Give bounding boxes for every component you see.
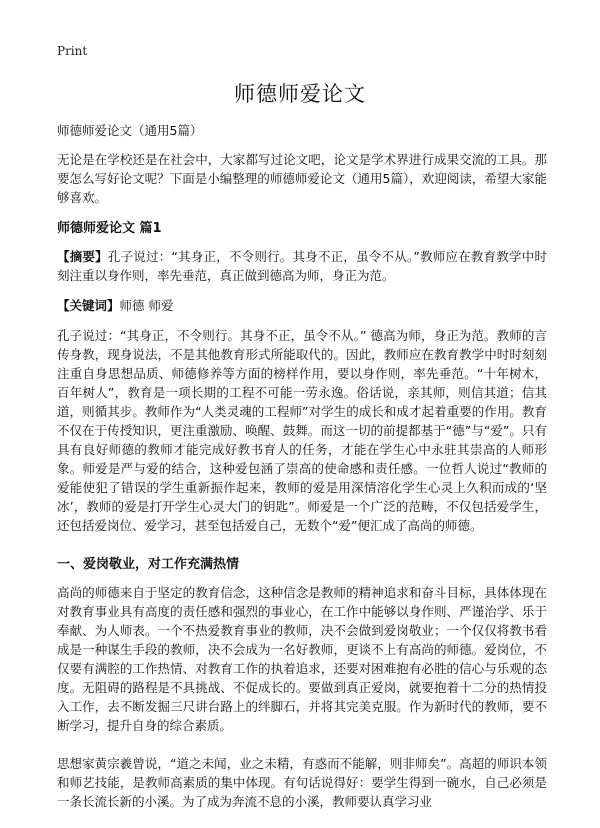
abstract-paragraph (57, 247, 547, 285)
body-paragraph-3: 思想家黄宗羲曾说，“道之未闻，业之未精，有惑而不能解，则非师矣”。高超的师识本领和师艺技能，是教师高素质的集中体现。有句话说得好：要学生得到一碗水，自己必须是一条长流长新的小溪。为了成为奔流不息的小溪，教师要认真学习业 (57, 756, 547, 809)
abstract-text: 孔子说过：“其身正，不令则行。其身不正，虽令不从。”教师应在教育教学中时刻注重以身作则，率先垂范，真正做到德高为师，身正为范。 (57, 249, 547, 283)
keywords-text: 师德 师爱 (119, 298, 174, 313)
keywords-paragraph (57, 296, 547, 315)
page-title: 师德师爱论文 (234, 82, 366, 106)
body-paragraph-1: 孔子说过：“其身正，不令则行。其身不正，虽令不从。” 德高为师，身正为范。教师的言传身教，现身说法，不是其他教育形式所能取代的。因此，教师应在教育教学中时时刻刻注重自身思想品质、师德修养等方面的榜样作用，要以身作则，率先垂范。“十年树木，百年树人”，教育是一项长期的工程不可能一劳永逸。俗话说，亲其师，则信其道；信其道，则循其步。教师作为“人类灵魂的工程师”对学生的成长和成才起着重要的作用。教育不仅在于传授知识，更注重激励、唤醒、鼓舞。而这一切的前提都基于“德”与“爱”。只有具有良好师德的教师才能完成好教书育人的任务，才能在学生心中永驻其崇高的人师形象。师爱是严与爱的结合，这种爱包涵了崇高的使命感和责任感。一位哲人说过“教师的爱能使犯了错误的学生重新振作起来，教师的爱是用深情溶化学生心灵上久积而成的‘坚冰’，教师的爱是打开学生心灵大门的钥匙”。师爱是一个广泛的范畴，不仅包括爱学生，还包括爱岗位、爱学习，甚至包括爱自己，无数个“爱”便汇成了高尚的师德。 (57, 328, 547, 533)
keywords-label: 【关键词】 (57, 298, 120, 313)
section-heading-1: 师德师爱论文 篇1 (57, 221, 162, 236)
subtitle: 师德师爱论文（通用5篇） (57, 123, 203, 138)
body-paragraph-2: 高尚的师德来自于坚定的教育信念，这种信念是教师的精神追求和奋斗目标，具体体现在对教育事业具有高度的责任感和强烈的事业心，在工作中能够以身作则、严谨治学、乐于奉献、为人师表。一个不热爱教育事业的教师，决不会做到爱岗敬业；一个仅仅将教书看成是一种谋生手段的教师，决不会成为一名好教师，更谈不上有高尚的师德。爱岗位，不仅要有满腔的工作热情、对教育工作的执着追求，还要对困难抱有必胜的信心与乐观的态度。无阻碍的路程是不具挑战、不促成长的。要做到真正爱岗，就要抱着十二分的热情投入工作，去不断发掘三尺讲台路上的绊脚石，并将其完美克服。作为新时代的教师，要不断学习，提升自身的综合素质。 (57, 585, 547, 733)
section-heading-2: 一、爱岗敬业，对工作充满热情 (57, 557, 240, 572)
print-link[interactable]: Print (57, 44, 88, 58)
intro-paragraph: 无论是在学校还是在社会中，大家都写过论文吧，论文是学术界进行成果交流的工具。那要怎么写好论文呢？下面是小编整理的师德师爱论文（通用5篇），欢迎阅读，希望大家能够喜欢。 (57, 152, 547, 205)
abstract-label: 【摘要】 (57, 249, 108, 264)
